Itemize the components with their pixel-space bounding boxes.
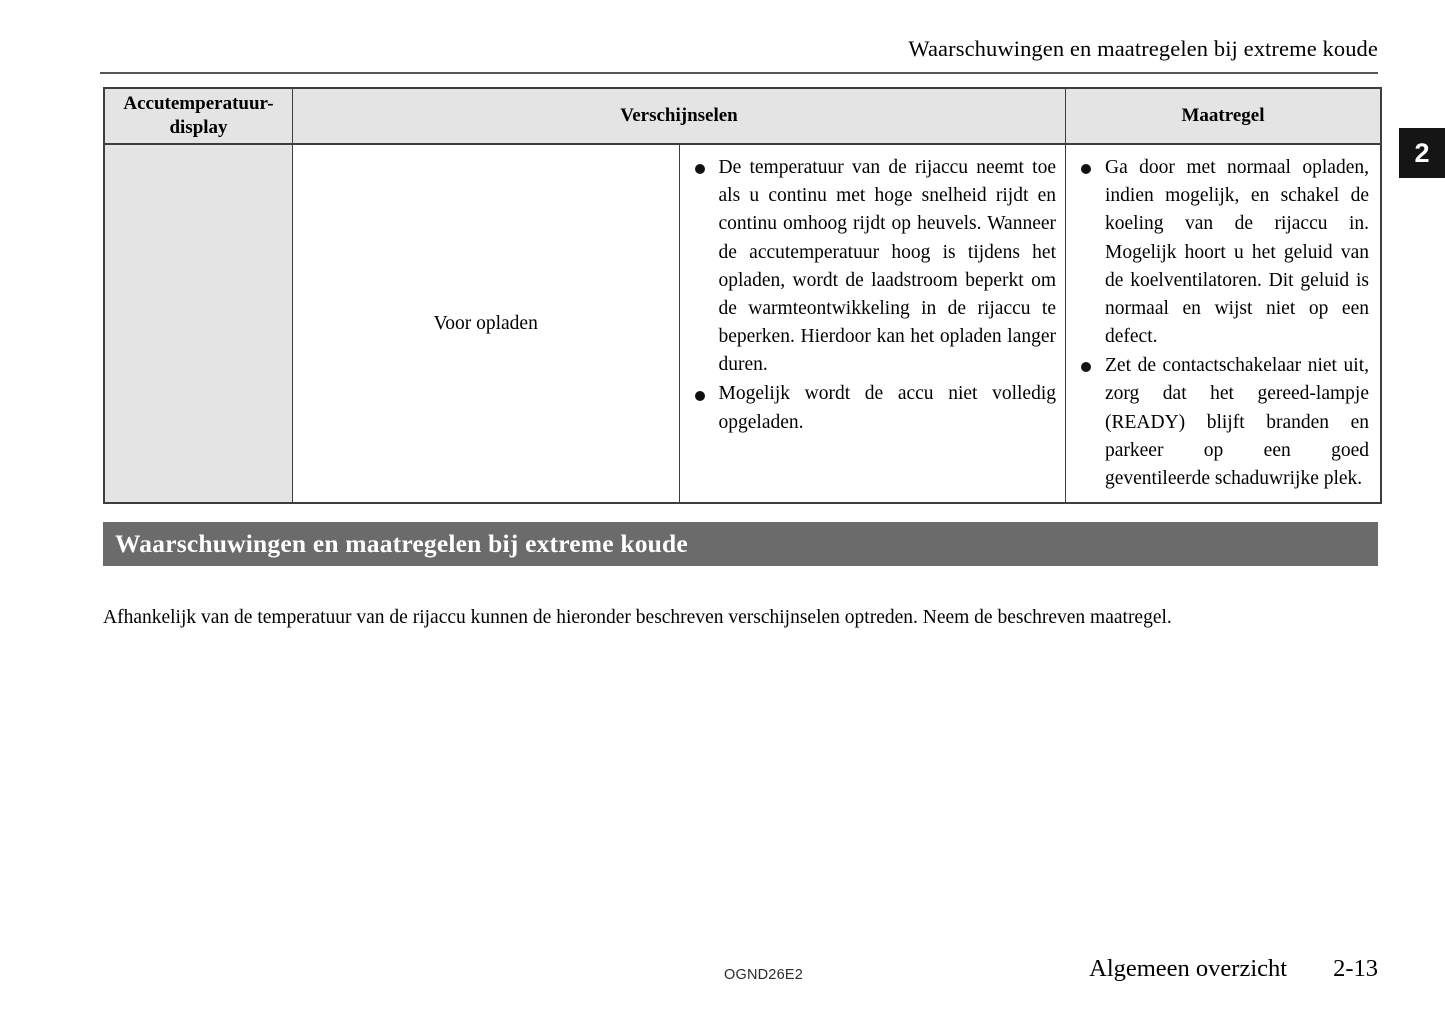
column-header-display: Accutemperatuur-display [104, 88, 293, 144]
chapter-tab [1399, 128, 1445, 178]
measure-text: Ga door met normaal opladen, indien mogelijk, en schakel de koeling van de rijaccu in. Mogelijk hoort u het geluid van de koelventilatoren. Dit geluid is normaal en wijst niet op een defect. [1105, 157, 1369, 348]
table-body [104, 144, 1381, 503]
header-rule [100, 72, 1378, 74]
measure-list [1079, 154, 1369, 493]
bullet-icon [695, 164, 705, 174]
bullet-icon [1081, 362, 1091, 372]
cell-measure [1066, 144, 1382, 503]
page-number: 2-13 [1333, 955, 1378, 982]
cell-display-graphic [104, 144, 293, 503]
footer-right [1089, 955, 1378, 983]
battery-temperature-table [103, 87, 1382, 504]
section-intro-paragraph: Afhankelijk van de temperatuur van de rijaccu kunnen de hieronder beschreven verschijnselen optreden. Neem de beschreven maatregel. [103, 606, 1172, 628]
chapter-tab-number: 2 [1414, 137, 1430, 168]
measure-text: Zet de contactschakelaar niet uit, zorg dat het gereed-lampje (READY) blijft branden en parkeer op een goed geventileerde schaduwrijke plek. [1105, 355, 1369, 489]
list-item [1079, 352, 1369, 493]
section-heading-text: Waarschuwingen en maatregelen bij extreme koude [115, 529, 688, 558]
bullet-icon [695, 391, 705, 401]
bullet-icon [1081, 164, 1091, 174]
page-title: Waarschuwingen en maatregelen bij extreme koude [908, 36, 1378, 61]
phenomena-text: Mogelijk wordt de accu niet volledig opgeladen. [718, 383, 1056, 433]
column-header-measure: Maatregel [1066, 88, 1382, 144]
table-header [104, 88, 1381, 144]
footer-section-label: Algemeen overzicht [1089, 955, 1288, 982]
list-item [693, 380, 1057, 436]
column-header-phenomena: Verschijnselen [293, 88, 1066, 144]
cell-phenomena [679, 144, 1066, 503]
phenomena-list [693, 154, 1057, 437]
phenomena-text: De temperatuur van de rijaccu neemt toe als u continu met hoge snelheid rijdt en continu omhoog rijdt op heuvels. Wanneer de accutemperatuur hoog is tijdens het opladen, wordt de laadstroom beperkt om de warmteontwikkeling in de rijaccu te beperken. Hierdoor kan het opladen langer duren. [718, 157, 1056, 376]
list-item [693, 154, 1057, 379]
list-item [1079, 154, 1369, 351]
section-heading-band [103, 522, 1378, 566]
document-code: OGND26E2 [724, 967, 803, 983]
cell-charge-state: Voor opladen [293, 144, 680, 503]
table-header-row [104, 88, 1381, 144]
table-row [104, 144, 1381, 503]
